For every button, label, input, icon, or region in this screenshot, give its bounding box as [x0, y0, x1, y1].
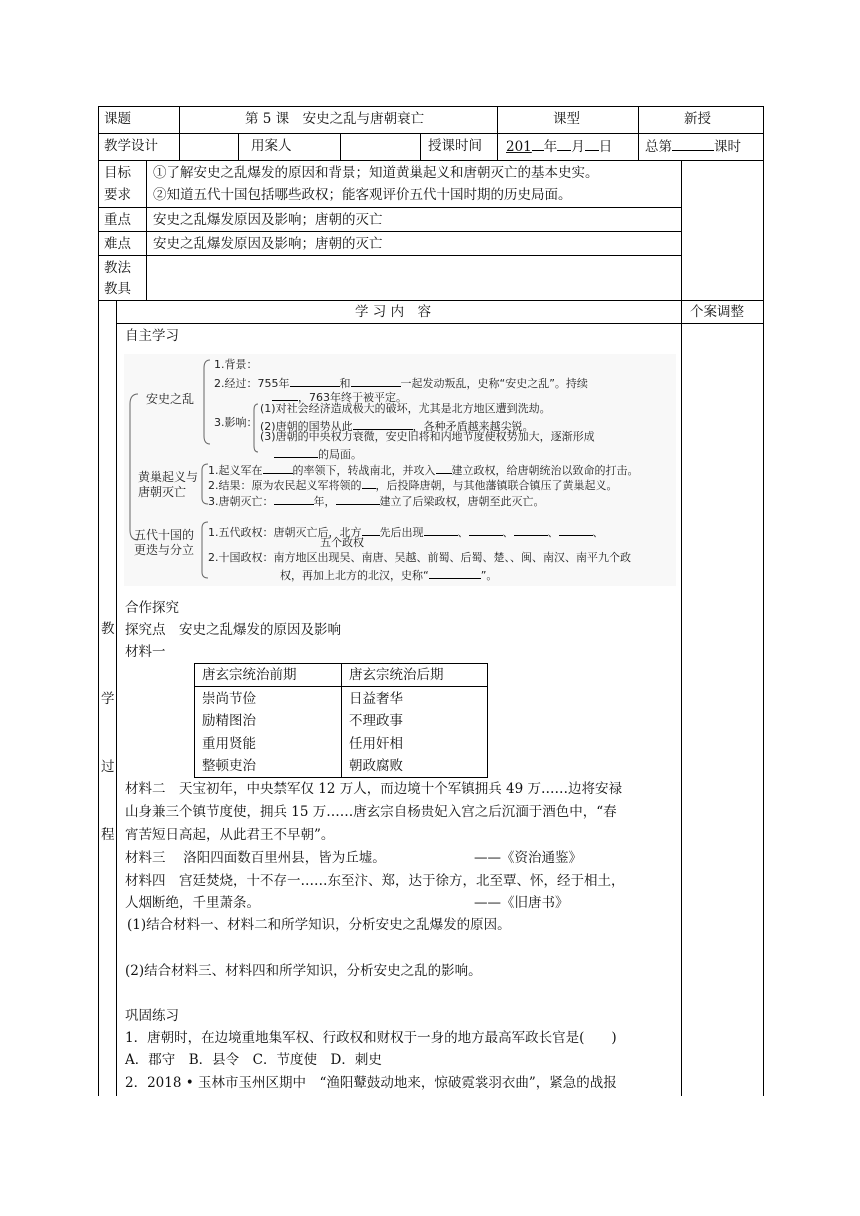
row-line-2	[98, 160, 764, 161]
material2-line2: 山身兼三个镇节度使，拥兵 15 万……唐玄宗自杨贵妃入宫之后沉湎于酒色中，“春	[125, 804, 617, 820]
row-line-1	[98, 133, 764, 134]
mindmap-process-line2: ，763年终于被平定。	[272, 387, 407, 405]
col-line-header-4	[420, 133, 421, 160]
practice-title: 巩固练习	[125, 1008, 179, 1024]
mindmap-wudai-1: 1.五代政权：唐朝灭亡后，北方 先后出现 、 、 、 、	[208, 522, 604, 540]
inquiry-point: 探究点 安史之乱爆发的原因及影响	[125, 622, 341, 638]
year-suffix: 年	[543, 139, 558, 155]
m1-cell: 崇尚节俭	[202, 691, 256, 707]
col-line-header-1	[179, 106, 180, 160]
row-line-3	[98, 207, 681, 208]
topic-value: 第 5 课 安史之乱与唐朝衰亡	[245, 111, 425, 127]
col-line-header-6	[638, 106, 639, 160]
mindmap-impact-3: (3)唐朝的中央权力衰微，安史旧将和内地节度使权势加大，逐渐形成	[260, 430, 595, 443]
mindmap-background: 1.背景：	[214, 358, 258, 371]
m1-table-left	[194, 663, 195, 778]
goals-label-1: 目标	[104, 165, 131, 181]
time-fields	[506, 137, 612, 156]
mindmap-branch-wudai-2: 更迭与分立	[134, 543, 195, 557]
mindmap-huangchao-3: 3.唐朝灭亡： 年， 建立了后梁政权，唐朝至此灭亡。	[208, 491, 545, 509]
m1-cell: 重用贤能	[202, 736, 256, 752]
col-line-side	[116, 300, 117, 1096]
key-point-text: 安史之乱爆发原因及影响；唐朝的灭亡	[153, 212, 383, 228]
m1-cell: 不理政事	[349, 713, 403, 729]
time-label: 授课时间	[428, 138, 482, 154]
side-char-2: 学	[101, 691, 115, 707]
total-periods	[645, 137, 741, 156]
col-line-header-5	[497, 106, 498, 160]
mindmap-impact-2: (2)唐朝的国势从此 ，各种矛盾越来越尖锐。	[260, 416, 534, 434]
total-prefix: 总第	[645, 139, 672, 155]
design-label: 教学设计	[104, 138, 158, 154]
mindmap-shiguo-1: 2.十国政权：南方地区出现吴、南唐、吴越、前蜀、后蜀、楚、、闽、南汉、南平九个政	[208, 551, 631, 564]
mindmap-branch-wudai-1: 五代十国的	[134, 528, 195, 542]
time-year: 201	[506, 139, 532, 155]
mindmap-huangchao-1: 1.起义军在 的率领下，转战南北，并攻入 建立政权，给唐朝统治以致命的打击。	[208, 460, 639, 478]
material3-source: ——《资治通鉴》	[474, 850, 582, 866]
mindmap-process-line1: 2.经过：755年 和 一起发动叛乱，史称“安史之乱”。持续	[214, 373, 588, 391]
adjust-label: 个案调整	[690, 304, 744, 320]
user-label: 用案人	[251, 138, 292, 154]
m1-cell: 日益奢华	[349, 691, 403, 707]
m1-cell: 朝政腐败	[349, 758, 403, 774]
mindmap-image	[124, 354, 676, 586]
method-label-1: 教法	[104, 260, 131, 276]
material1-label: 材料一	[125, 644, 166, 660]
material2-line3: 宵苦短日高起，从此君王不早朝”。	[125, 827, 335, 843]
mindmap-shiguo-2: 权，再加上北方的北汉，史称“ ”。	[280, 565, 497, 583]
m1-cell: 励精图治	[202, 713, 256, 729]
table-border-left	[98, 106, 99, 1096]
mindmap-branch-an-shi: 安史之乱	[146, 392, 195, 406]
goal-2: ②知道五代十国包括哪些政权；能客观评价五代十国时期的历史局面。	[153, 187, 572, 203]
row-line-4	[98, 231, 681, 232]
mindmap-wudai-1b: 五个政权	[320, 536, 364, 549]
practice-q2: 2．2018 • 玉林市玉州区期中 “渔阳鼙鼓动地来，惊破霓裳羽衣曲”，紧急的战报	[125, 1075, 617, 1091]
difficult-point-text: 安史之乱爆发原因及影响；唐朝的灭亡	[153, 236, 383, 252]
mindmap-branch-huangchao-2: 唐朝灭亡	[138, 485, 187, 499]
table-border-right	[763, 106, 764, 1096]
practice-q1: 1．唐朝时，在边境重地集军权、行政权和财权于一身的地方最高军政长官是( )	[125, 1030, 617, 1046]
col-line-header-2	[238, 133, 239, 160]
key-point-label: 重点	[104, 212, 131, 228]
content-title: 学 习 内 容	[355, 304, 432, 320]
side-char-3: 过	[101, 759, 115, 775]
m1-table-mid	[341, 663, 342, 778]
mindmap-impact-1: (1)对社会经济造成极大的破坏，尤其是北方地区遭到洗劫。	[260, 402, 551, 415]
mindmap-impact-label: 3.影响：	[214, 416, 258, 429]
col-line-label	[146, 160, 147, 300]
question-1: (1)结合材料一、材料二和所学知识，分析安史之乱爆发的原因。	[127, 917, 511, 933]
material4-line1: 材料四 宫廷焚烧，十不存一……东至汴、郑，达于徐方，北至覃、怀，经于相土，	[125, 873, 625, 889]
question-2: (2)结合材料三、材料四和所学知识，分析安史之乱的影响。	[125, 963, 482, 979]
row-line-5	[98, 255, 681, 256]
goals-label-2: 要求	[104, 187, 131, 203]
m1-cell: 整顿吏治	[202, 758, 256, 774]
side-char-4: 程	[101, 827, 115, 843]
month-suffix: 月	[571, 139, 585, 155]
material2-line1: 材料二 天宝初年，中央禁军仅 12 万人，而边境十个军镇拥兵 49 万……边将安禄	[125, 781, 623, 797]
m1-table-right	[487, 663, 488, 778]
method-label-2: 教具	[104, 281, 131, 297]
material3-text: 材料三 洛阳四面数百里州县，皆为丘墟。	[125, 850, 386, 866]
cooperation-title: 合作探究	[125, 600, 179, 616]
goal-1: ①了解安史之乱爆发的原因和背景；知道黄巢起义和唐朝灭亡的基本史实。	[153, 165, 599, 181]
practice-q1-options: A．郡守 B．县令 C．节度使 D．刺史	[125, 1052, 382, 1068]
material4-line2: 人烟断绝，千里萧条。	[125, 895, 260, 911]
type-value: 新授	[684, 111, 711, 127]
table-border-top	[98, 106, 764, 107]
type-label: 课型	[553, 111, 580, 127]
mindmap-huangchao-2: 2.结果：原为农民起义军将领的 ，后投降唐朝，与其他藩镇联合镇压了黄巢起义。	[208, 475, 618, 493]
side-char-1: 教	[101, 621, 115, 637]
difficult-point-label: 难点	[104, 236, 131, 252]
total-suffix: 课时	[714, 139, 741, 155]
m1-header-early: 唐玄宗统治前期	[202, 667, 297, 683]
mindmap-branch-huangchao-1: 黄巢起义与	[138, 470, 199, 484]
m1-cell: 任用奸相	[349, 736, 403, 752]
row-line-6	[98, 300, 764, 301]
m1-header-late: 唐玄宗统治后期	[349, 667, 444, 683]
self-study-title: 自主学习	[125, 328, 179, 344]
topic-label: 课题	[104, 111, 131, 127]
mindmap-impact-3b: 的局面。	[274, 444, 362, 462]
row-line-7	[116, 323, 764, 324]
material4-source: ——《旧唐书》	[474, 895, 569, 911]
day-suffix: 日	[598, 139, 613, 155]
col-line-adjust	[681, 160, 682, 1096]
col-line-header-3	[340, 133, 341, 160]
